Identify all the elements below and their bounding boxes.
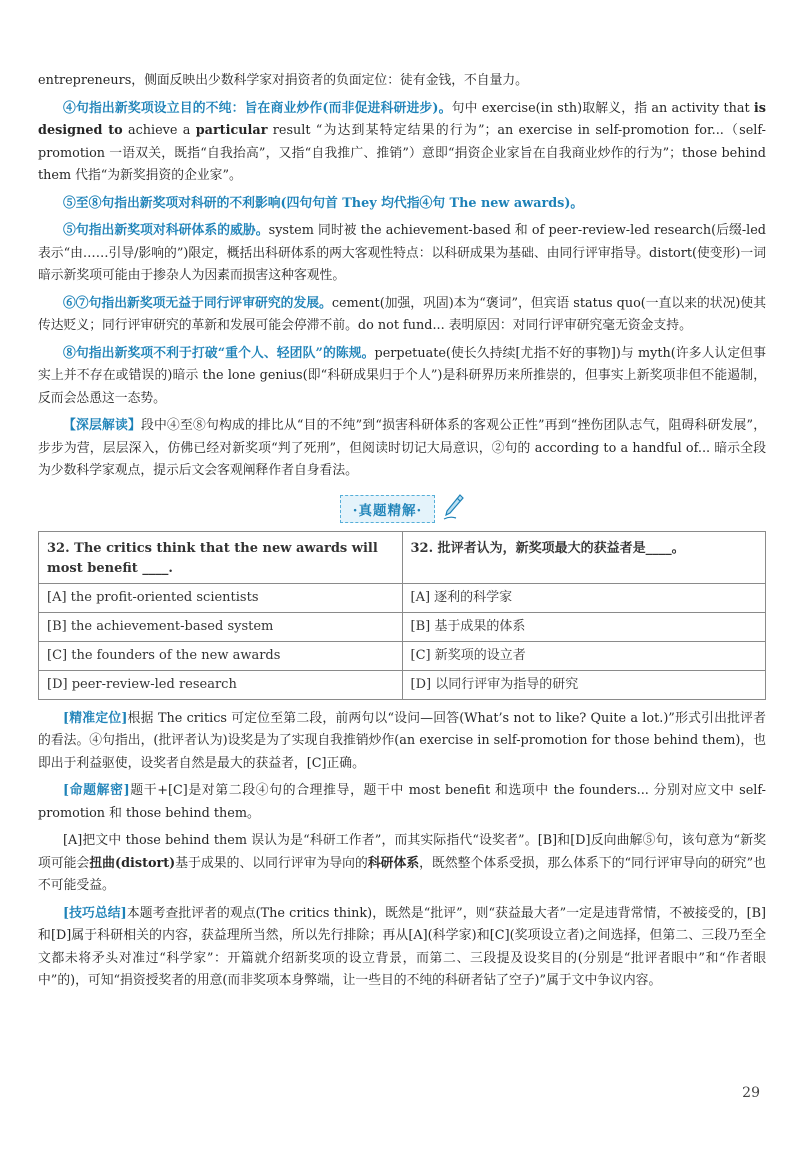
analysis-distractors: [A]把文中 those behind them 误认为是“科研工作者”，而其实际指代“设奖者”。[B]和[D]反向曲解⑤句，该句意为“新奖项可能会扭曲(distort)基于成果的、以同行评审为导向的科研体系，既然整个体系受损，那么体系下的“同行评审导向的研究”也不可能受益。 bbox=[38, 833, 767, 893]
bold-phrase: 扭曲(distort) bbox=[89, 855, 176, 871]
note-sentence-8: ⑧句指出新奖项不利于打破“重个人、轻团队”的陈规。 bbox=[63, 345, 375, 361]
bold-phrase: 科研体系 bbox=[367, 855, 420, 871]
note-sentences-5-8: ⑤至⑧句指出新奖项对科研的不利影响(四句句首 They 均代指④句 The new awards)。 bbox=[63, 195, 584, 211]
bold-phrase: particular bbox=[195, 123, 268, 138]
analysis-location: [精准定位]根据 The critics 可定位至第二段，前两句以“设问—回答(What’s not to like? Quite a lot.)”形式引出批评者的看法。④句指出，(批评者认为)设奖是为了实现自我推销炒作(an exercise in self-promotion for those behind them)，也即出于利益驱使，设奖者自然是最大的获益者，[C]正确。 bbox=[38, 710, 766, 771]
location-tag: [精准定位] bbox=[63, 710, 128, 726]
paragraph-2: ④句指出新奖项设立目的不纯：旨在商业炒作(而非促进科研进步)。句中 exercise(in sth)取解义，指 an activity that is designed to achieve a particular result “为达到某特定结果的行为”；an exercise in self-promotion for...（self-promotion 一语双关，既指“自我抬高”，又指“自我推广、推销”）意即“捐资企业家旨在自我商业炒作的行为”；those behind them 代指“为新奖捐资的企业家”。 bbox=[38, 100, 766, 183]
option-b-en: [B] the achievement-based system bbox=[39, 612, 403, 641]
note-sentence-5: ⑤句指出新奖项对科研体系的威胁。 bbox=[63, 223, 269, 238]
question-table bbox=[38, 531, 766, 700]
note-sentence-4: ④句指出新奖项设立目的不纯：旨在商业炒作(而非促进科研进步)。 bbox=[63, 100, 452, 116]
option-c-zh: [C] 新奖项的设立者 bbox=[402, 641, 766, 670]
option-d-zh: [D] 以同行评审为指导的研究 bbox=[402, 670, 766, 699]
section-banner-label: ·真题精解· bbox=[340, 495, 435, 523]
option-row bbox=[39, 641, 766, 670]
option-d-en: [D] peer-review-led research bbox=[39, 670, 403, 699]
option-row bbox=[39, 612, 766, 641]
option-a-zh: [A] 逐利的科学家 bbox=[402, 583, 766, 612]
paragraph-1: entrepreneurs，侧面反映出少数科学家对捐资者的负面定位：徒有金钱，不自量力。 bbox=[38, 73, 528, 88]
paragraph-5: ⑥⑦句指出新奖项无益于同行评审研究的发展。cement(加强，巩固)本为“褒词”，但宾语 status quo(一直以来的状况)使其传达贬义；同行评审研究的革新和发展可能会停滞不前。do not fund... 表明原因：对同行评审研究毫无资金支持。 bbox=[38, 295, 767, 333]
paragraph-3 bbox=[38, 193, 766, 216]
deep-reading-tag: 【深层解读】 bbox=[63, 418, 141, 433]
section-banner bbox=[38, 493, 766, 523]
note-sentences-6-7: ⑥⑦句指出新奖项无益于同行评审研究的发展。 bbox=[63, 295, 332, 311]
question-stem-row bbox=[39, 531, 766, 583]
paragraph-4: ⑤句指出新奖项对科研体系的威胁。system 同时被 the achievement-based 和 of peer-review-led research(后缀-led 表示“由……引导/影响的”)限定，概括出科研体系的两大客观性特点：以科研成果为基础、由同行评审指导。distort(使变形)一词暗示新奖项可能由于掺杂人为因素而损害这种客观性。 bbox=[38, 223, 766, 283]
analysis-decoding: [命题解密]题干+[C]是对第二段④句的合理推导，题干中 most benefit 和选项中 the founders... 分别对应文中 self-promotion 和 those behind them。 bbox=[38, 783, 766, 821]
page-number: 29 bbox=[742, 1085, 760, 1101]
pen-icon bbox=[442, 493, 464, 525]
question-stem-en: 32. The critics think that the new awards will most benefit ____. bbox=[39, 531, 403, 583]
paragraph-6: ⑧句指出新奖项不利于打破“重个人、轻团队”的陈规。perpetuate(使长久持续[尤指不好的事物])与 myth(许多人认定但事实上并不存在或错误的)暗示 the lone genius(即“科研成果归于个人”)是科研界历来所推崇的，但事实上新奖项非但不能遏制，反而会怂恿这一态势。 bbox=[38, 345, 766, 406]
question-stem-zh: 32. 批评者认为，新奖项最大的获益者是____。 bbox=[402, 531, 766, 583]
paragraph-deep-reading: 【深层解读】段中④至⑧句构成的排比从“目的不纯”到“损害科研体系的客观公正性”再到“挫伤团队志气，阻碍科研发展”，步步为营，层层深入，仿佛已经对新奖项“判了死刑”，但阅读时切记大局意识，②句的 according to a handful of... 暗示全段为少数科学家观点，提示后文会客观阐释作者自身看法。 bbox=[38, 418, 767, 478]
option-row bbox=[39, 670, 766, 699]
decoding-tag: [命题解密] bbox=[63, 783, 130, 798]
option-row bbox=[39, 583, 766, 612]
technique-tag: [技巧总结] bbox=[63, 905, 127, 921]
option-c-en: [C] the founders of the new awards bbox=[39, 641, 403, 670]
page-content bbox=[38, 70, 766, 998]
option-b-zh: [B] 基于成果的体系 bbox=[402, 612, 766, 641]
bold-phrase: is designed to bbox=[38, 100, 766, 138]
option-a-en: [A] the profit-oriented scientists bbox=[39, 583, 403, 612]
analysis-technique: [技巧总结]本题考查批评者的观点(The critics think)，既然是“批评”，则“获益最大者”一定是违背常情，不被接受的，[B]和[D]属于科研相关的内容，获益理所当然，所以先行排除；再从[A](科学家)和[C](奖项设立者)之间选择，但第二、三段乃至全文都未将矛头对准过“科学家”：开篇就介绍新奖项的设立背景，而第二、三段提及设奖目的(分别是“批评者眼中”和“作者眼中”的)，可知“捐资授奖者的用意(而非奖项本身弊端，让一些目的不纯的科研者钻了空子)”属于文中争议内容。 bbox=[38, 905, 766, 988]
